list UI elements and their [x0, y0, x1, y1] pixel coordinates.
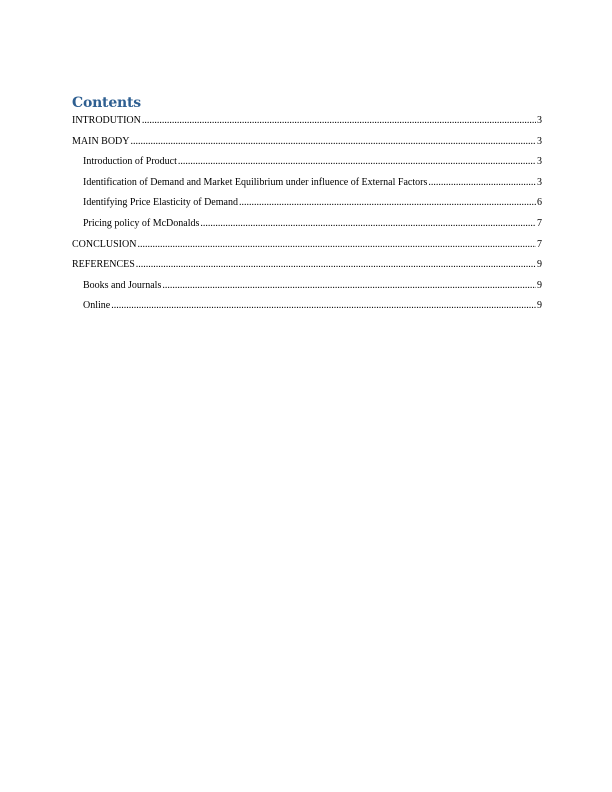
toc-entry-references[interactable] — [72, 258, 542, 279]
dot-leader — [111, 299, 536, 312]
dot-leader — [178, 155, 536, 168]
dot-leader — [428, 176, 536, 189]
toc-entry-books-and-journals[interactable] — [72, 279, 542, 300]
toc-entry-price-elasticity[interactable] — [72, 196, 542, 217]
toc-entry-label: MAIN BODY — [72, 135, 130, 147]
toc-entry-label: Online — [83, 300, 111, 312]
toc-entry-main-body[interactable] — [72, 135, 542, 156]
toc-entry-introduction-of-product[interactable] — [72, 155, 542, 176]
dot-leader — [200, 217, 536, 230]
toc-entry-label: Introduction of Product — [83, 156, 177, 168]
table-of-contents — [72, 114, 542, 320]
toc-page-number: 3 — [537, 115, 542, 126]
toc-entry-pricing-policy[interactable] — [72, 217, 542, 238]
dot-leader — [239, 196, 536, 209]
toc-page-number: 3 — [537, 156, 542, 168]
toc-page-number: 9 — [537, 300, 542, 312]
toc-entry-label: Pricing policy of McDonalds — [83, 217, 200, 229]
toc-entry-identification-of-demand[interactable] — [72, 176, 542, 197]
toc-entry-label: REFERENCES — [72, 259, 135, 271]
toc-entry-introdution[interactable] — [72, 114, 542, 135]
toc-entry-conclusion[interactable] — [72, 238, 542, 259]
toc-page-number: 9 — [537, 279, 542, 291]
toc-page-number: 7 — [537, 217, 542, 229]
toc-entry-label: Identification of Demand and Market Equilibrium under influence of External Factors — [83, 176, 428, 188]
dot-leader — [162, 279, 536, 292]
toc-entry-label: Books and Journals — [83, 279, 162, 291]
toc-entry-label: Identifying Price Elasticity of Demand — [83, 197, 238, 209]
toc-entry-label: INTRODUTION — [72, 115, 141, 126]
dot-leader — [131, 135, 537, 148]
dot-leader — [142, 114, 536, 127]
dot-leader — [136, 258, 536, 271]
toc-entry-label: CONCLUSION — [72, 238, 137, 250]
toc-page-number: 9 — [537, 259, 542, 271]
contents-heading: Contents — [72, 95, 141, 111]
toc-page-number: 3 — [537, 135, 542, 147]
dot-leader — [137, 238, 536, 251]
toc-page-number: 3 — [537, 176, 542, 188]
toc-page-number: 7 — [537, 238, 542, 250]
toc-entry-online[interactable] — [72, 299, 542, 320]
toc-page-number: 6 — [537, 197, 542, 209]
